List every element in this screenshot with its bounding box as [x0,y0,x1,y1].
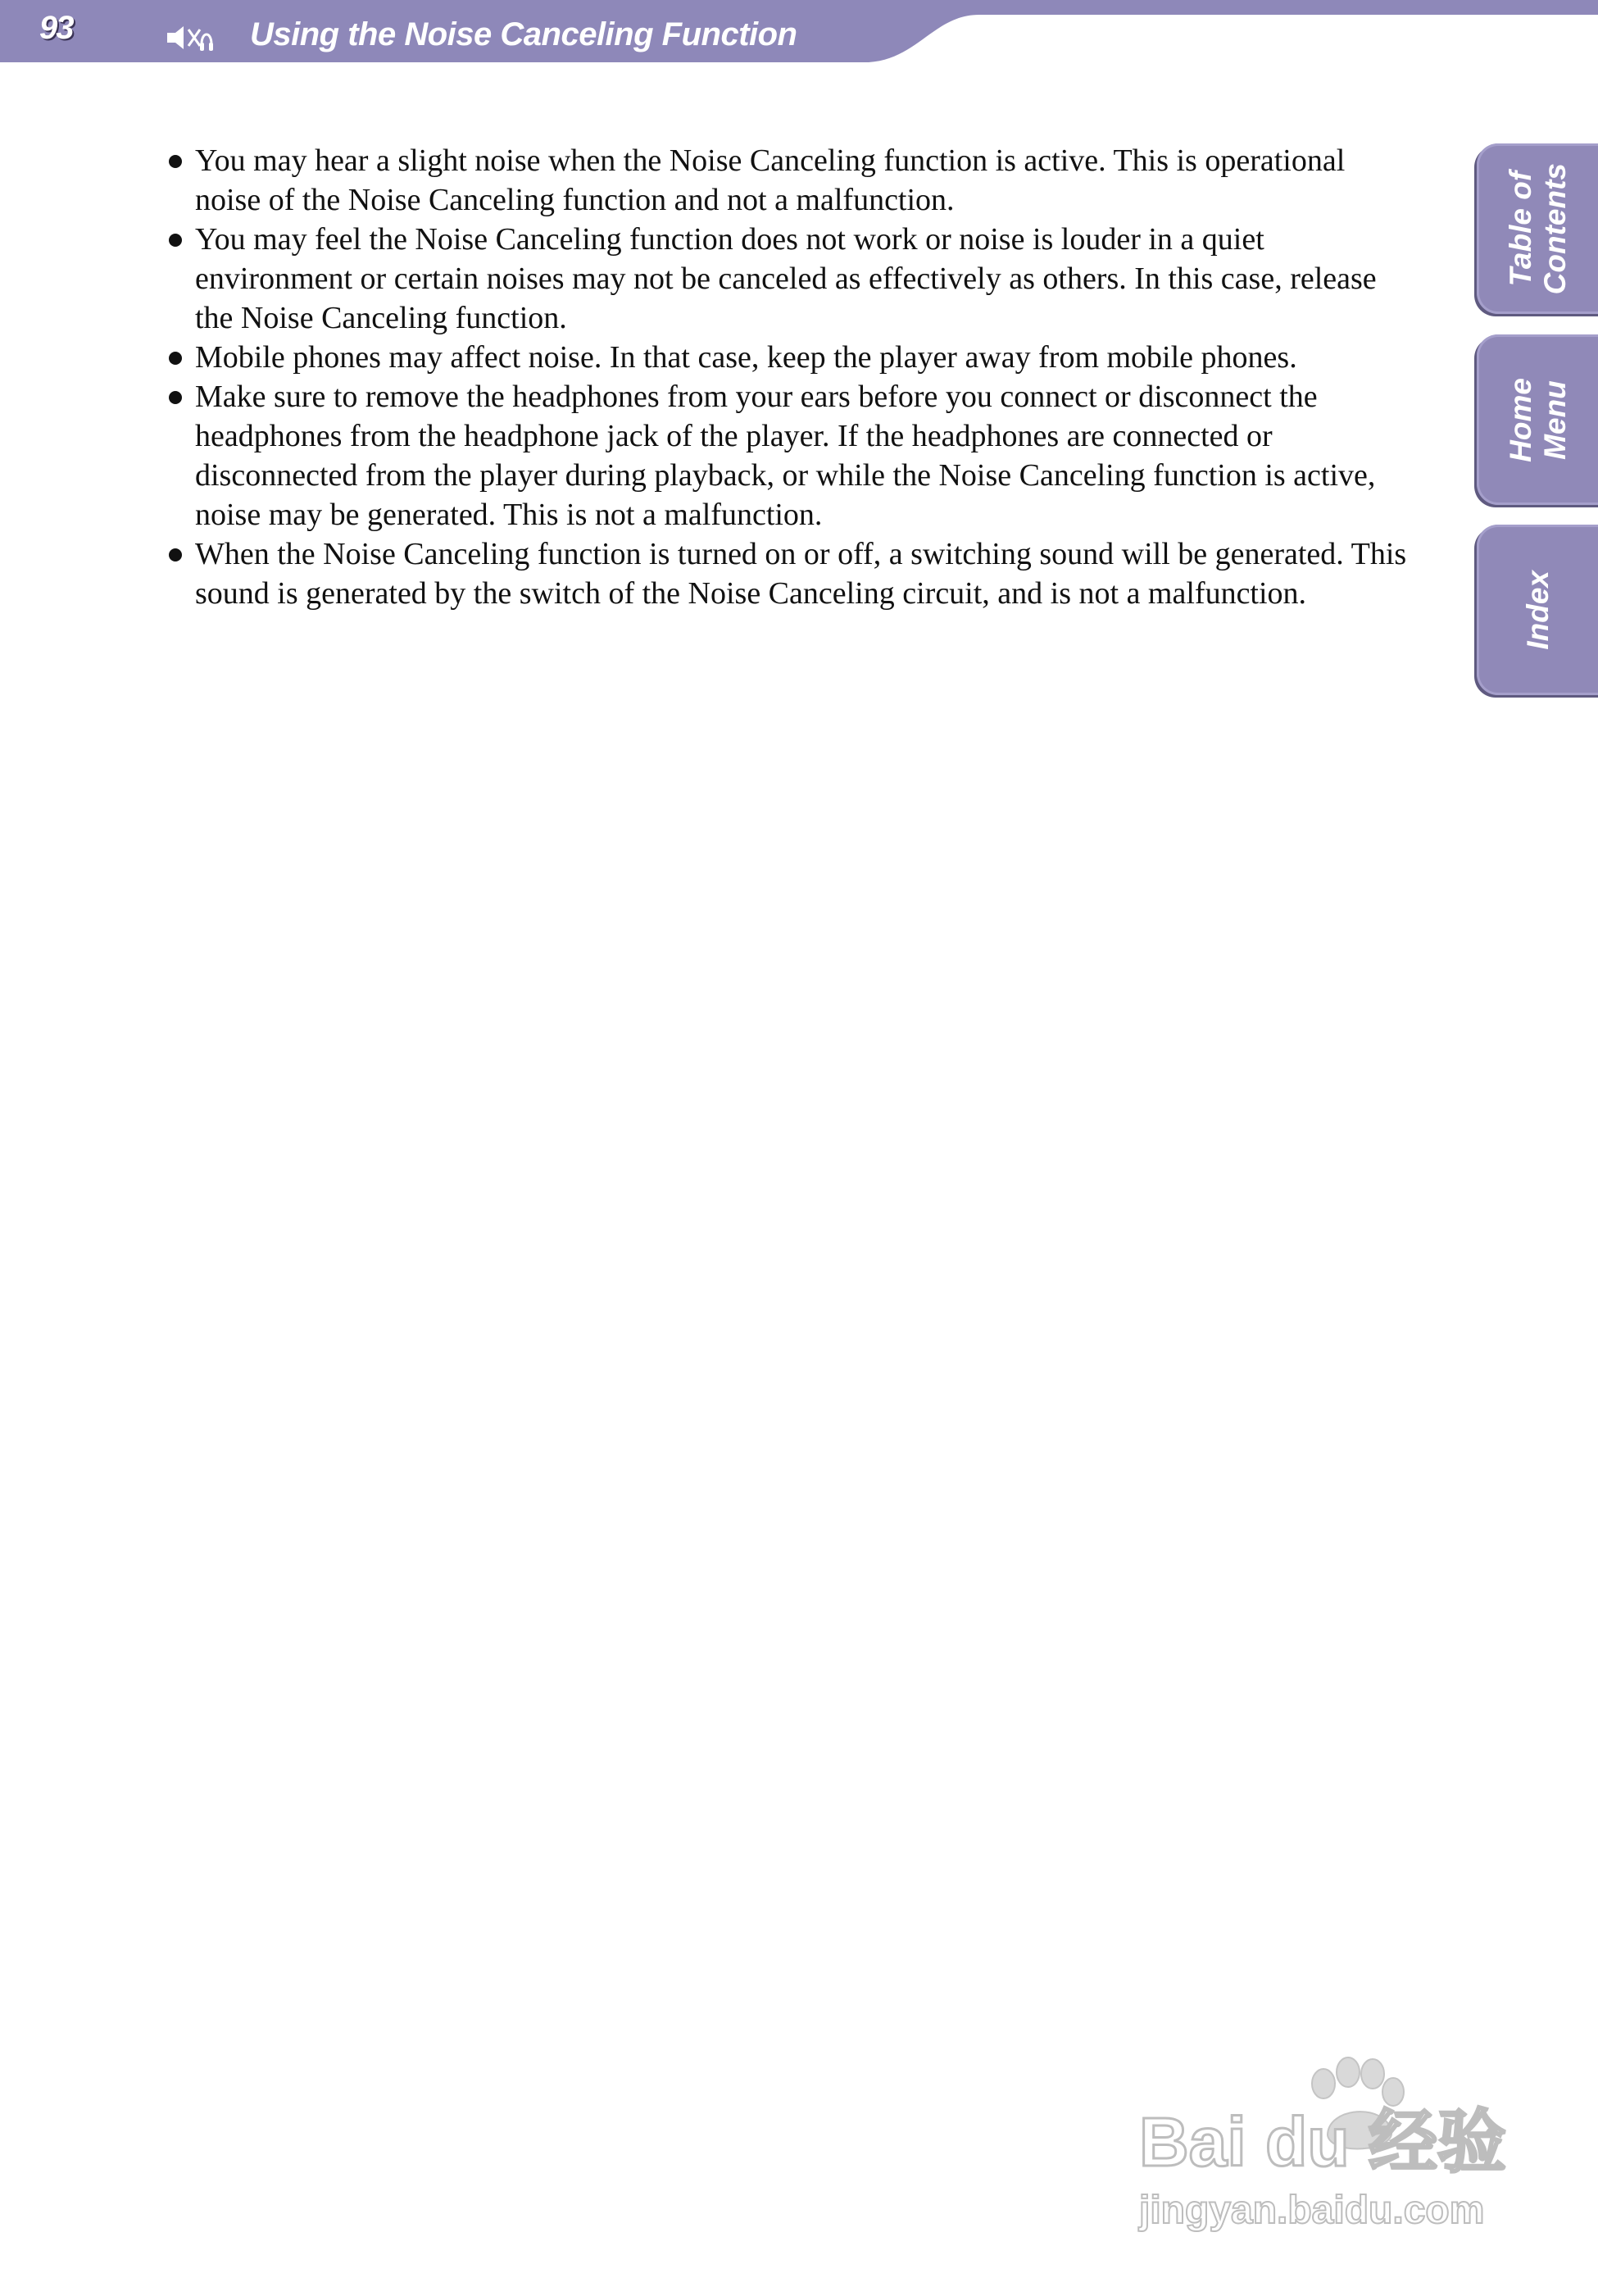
list-item [164,338,1418,377]
watermark-brand: Bai du 经验 [1139,2103,1507,2180]
list-item [164,534,1418,613]
tab-label-toc: Table of Contents [1504,162,1572,295]
bullet-icon [169,155,182,168]
noise-canceling-headphone-icon [164,21,213,54]
list-item-text: Mobile phones may affect noise. In that case, keep the player away from mobile phones. [195,340,1297,375]
bullet-icon [169,352,182,365]
watermark-url: jingyan.baidu.com [1139,2189,1485,2232]
page-title: Using the Noise Canceling Function [250,16,797,52]
tab-index[interactable] [1477,525,1598,695]
tab-label-home: Home Menu [1504,377,1572,462]
main-content [164,141,1418,613]
tab-label-wrapper [1477,525,1598,695]
tab-home-menu[interactable] [1477,334,1598,505]
page-header [0,0,1598,66]
bullet-icon [169,391,182,404]
tab-table-of-contents[interactable] [1477,143,1598,314]
list-item-text: You may feel the Noise Canceling function does not work or noise is louder in a quiet environment or certain noises may not be canceled as effectively as others. In this case, release the Noise Canceling function. [195,222,1377,335]
tab-label-wrapper [1477,143,1598,314]
header-band [0,0,1598,66]
bullet-icon [169,548,182,561]
list-item-text: You may hear a slight noise when the Noise Canceling function is active. This is operational noise of the Noise Canceling function and not a malfunction. [195,143,1346,217]
list-item [164,141,1418,220]
list-item [164,377,1418,534]
list-item [164,220,1418,338]
baidu-watermark [1131,2049,1508,2238]
notes-list [164,141,1418,613]
bullet-icon [169,234,182,247]
list-item-text: When the Noise Canceling function is turned on or off, a switching sound will be generated. This sound is generated by the switch of the Noise Canceling circuit, and is not a malfunction. [195,537,1407,611]
tab-label-wrapper [1477,334,1598,505]
tab-label-index: Index [1521,570,1555,650]
page-number: 93 [39,10,73,46]
list-item-text: Make sure to remove the headphones from your ears before you connect or disconnect the headphones from the headphone jack of the player. If the headphones are connected or disconnected from the player during playback, or while the Noise Canceling function is active, noise may be generated. This is not a malfunction. [195,380,1376,532]
